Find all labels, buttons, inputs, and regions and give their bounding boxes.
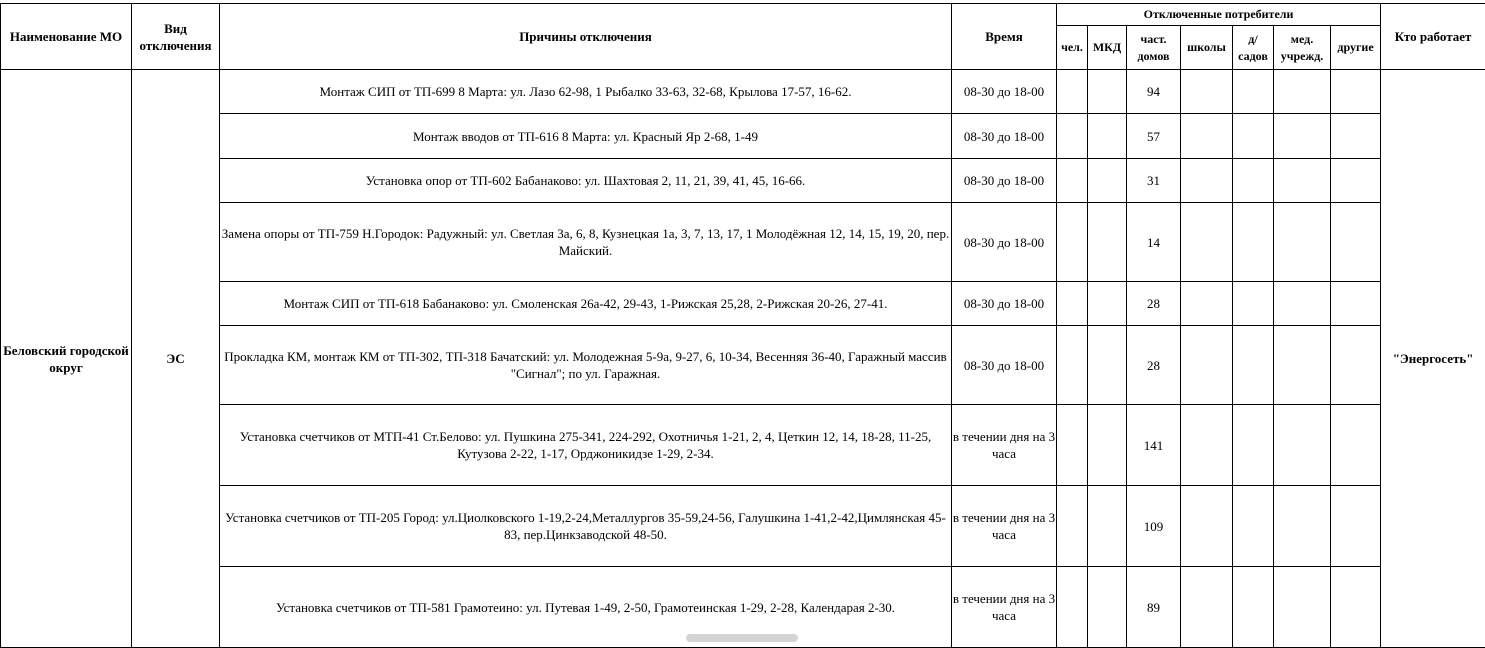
mkd-cell [1088, 70, 1127, 114]
medical-cell [1274, 159, 1331, 203]
header-outage-type: Вид отключения [132, 4, 220, 70]
people-cell [1057, 203, 1088, 282]
reason-cell: Установка опор от ТП-602 Бабанаково: ул. Шахтовая 2, 11, 21, 39, 41, 45, 16-66. [220, 159, 952, 203]
other-cell [1331, 282, 1381, 326]
other-cell [1331, 405, 1381, 486]
mkd-cell [1088, 159, 1127, 203]
kindergartens-cell [1233, 159, 1274, 203]
medical-cell [1274, 567, 1331, 648]
reason-cell: Установка счетчиков от ТП-205 Город: ул.Циолковского 1-19,2-24,Металлургов 35-59,24-56, Галушкина 1-41,2-42,Цимлянская 45-83, пер.Цинкзаводской 48-50. [220, 486, 952, 567]
people-cell [1057, 326, 1088, 405]
time-cell: 08-30 до 18-00 [952, 203, 1057, 282]
kindergartens-cell [1233, 486, 1274, 567]
people-cell [1057, 405, 1088, 486]
houses-cell: 89 [1127, 567, 1181, 648]
medical-cell [1274, 70, 1331, 114]
medical-cell [1274, 486, 1331, 567]
table-row [1, 326, 1485, 405]
header-medical: мед. учрежд. [1274, 26, 1331, 70]
people-cell [1057, 486, 1088, 567]
reason-cell: Прокладка КМ, монтаж КМ от ТП-302, ТП-318 Бачатский: ул. Молодежная 5-9а, 9-27, 6, 10-34, Весенняя 36-40, Гаражный массив "Сигнал"; по ул. Гаражная. [220, 326, 952, 405]
other-cell [1331, 567, 1381, 648]
horizontal-scrollbar-thumb[interactable] [686, 634, 798, 642]
header-row-top [1, 4, 1485, 26]
schools-cell [1181, 405, 1233, 486]
houses-cell: 14 [1127, 203, 1181, 282]
people-cell [1057, 282, 1088, 326]
outages-table [0, 3, 1485, 648]
reason-cell: Замена опоры от ТП-759 Н.Городок: Радужный: ул. Светлая 3а, 6, 8, Кузнецкая 1а, 3, 7, 13, 17, 1 Молодёжная 12, 14, 15, 19, 20, пер. Майский. [220, 203, 952, 282]
houses-cell: 28 [1127, 326, 1181, 405]
people-cell [1057, 567, 1088, 648]
time-cell: в течении дня на 3 часа [952, 567, 1057, 648]
schools-cell [1181, 567, 1233, 648]
table-row [1, 405, 1485, 486]
schools-cell [1181, 203, 1233, 282]
header-kindergartens: д/ садов [1233, 26, 1274, 70]
time-cell: 08-30 до 18-00 [952, 70, 1057, 114]
time-cell: 08-30 до 18-00 [952, 326, 1057, 405]
people-cell [1057, 159, 1088, 203]
schools-cell [1181, 70, 1233, 114]
schools-cell [1181, 486, 1233, 567]
time-cell: 08-30 до 18-00 [952, 159, 1057, 203]
time-cell: в течении дня на 3 часа [952, 405, 1057, 486]
table-row [1, 114, 1485, 159]
time-cell: 08-30 до 18-00 [952, 282, 1057, 326]
table-row [1, 70, 1485, 114]
mkd-cell [1088, 326, 1127, 405]
kindergartens-cell [1233, 70, 1274, 114]
people-cell [1057, 114, 1088, 159]
reason-cell: Монтаж СИП от ТП-618 Бабанаково: ул. Смоленская 26а-42, 29-43, 1-Рижская 25,28, 2-Рижская 20-26, 27-41. [220, 282, 952, 326]
header-reasons: Причины отключения [220, 4, 952, 70]
medical-cell [1274, 114, 1331, 159]
other-cell [1331, 159, 1381, 203]
header-who-works: Кто работает [1381, 4, 1485, 70]
mkd-cell [1088, 282, 1127, 326]
time-cell: в течении дня на 3 часа [952, 486, 1057, 567]
who-works-cell: "Энергосеть" [1381, 70, 1485, 648]
header-people: чел. [1057, 26, 1088, 70]
header-mkd: МКД [1088, 26, 1127, 70]
table-row [1, 159, 1485, 203]
reason-cell: Монтаж вводов от ТП-616 8 Марта: ул. Красный Яр 2-68, 1-49 [220, 114, 952, 159]
mkd-cell [1088, 567, 1127, 648]
table-row [1, 203, 1485, 282]
medical-cell [1274, 405, 1331, 486]
other-cell [1331, 203, 1381, 282]
medical-cell [1274, 203, 1331, 282]
schools-cell [1181, 282, 1233, 326]
other-cell [1331, 114, 1381, 159]
table-row [1, 486, 1485, 567]
reason-cell: Установка счетчиков от МТП-41 Ст.Белово: ул. Пушкина 275-341, 224-292, Охотничья 1-21, 2, 4, Цеткин 12, 14, 18-28, 11-25, Кутузова 2-22, 1-17, Орджоникидзе 1-29, 2-34. [220, 405, 952, 486]
reason-cell: Монтаж СИП от ТП-699 8 Марта: ул. Лазо 62-98, 1 Рыбалко 33-63, 32-68, Крылова 17-57, 16-62. [220, 70, 952, 114]
other-cell [1331, 326, 1381, 405]
mkd-cell [1088, 405, 1127, 486]
schools-cell [1181, 114, 1233, 159]
schools-cell [1181, 326, 1233, 405]
kindergartens-cell [1233, 282, 1274, 326]
houses-cell: 28 [1127, 282, 1181, 326]
kindergartens-cell [1233, 114, 1274, 159]
mkd-cell [1088, 203, 1127, 282]
header-mo: Наименование МО [1, 4, 132, 70]
houses-cell: 141 [1127, 405, 1181, 486]
kindergartens-cell [1233, 326, 1274, 405]
header-other: другие [1331, 26, 1381, 70]
other-cell [1331, 486, 1381, 567]
houses-cell: 31 [1127, 159, 1181, 203]
medical-cell [1274, 282, 1331, 326]
people-cell [1057, 70, 1088, 114]
schools-cell [1181, 159, 1233, 203]
time-cell: 08-30 до 18-00 [952, 114, 1057, 159]
houses-cell: 94 [1127, 70, 1181, 114]
header-consumers: Отключенные потребители [1057, 4, 1381, 26]
header-schools: школы [1181, 26, 1233, 70]
kindergartens-cell [1233, 203, 1274, 282]
medical-cell [1274, 326, 1331, 405]
houses-cell: 57 [1127, 114, 1181, 159]
kindergartens-cell [1233, 405, 1274, 486]
mo-name-cell: Беловский городской округ [1, 70, 132, 648]
outage-type-cell: ЭС [132, 70, 220, 648]
kindergartens-cell [1233, 567, 1274, 648]
mkd-cell [1088, 114, 1127, 159]
table-row [1, 282, 1485, 326]
mkd-cell [1088, 486, 1127, 567]
reason-cell: Установка счетчиков от ТП-581 Грамотеино: ул. Путевая 1-49, 2-50, Грамотеинская 1-29, 2-28, Календарая 2-30. [220, 567, 952, 648]
houses-cell: 109 [1127, 486, 1181, 567]
header-time: Время [952, 4, 1057, 70]
header-private-houses: част. домов [1127, 26, 1181, 70]
other-cell [1331, 70, 1381, 114]
